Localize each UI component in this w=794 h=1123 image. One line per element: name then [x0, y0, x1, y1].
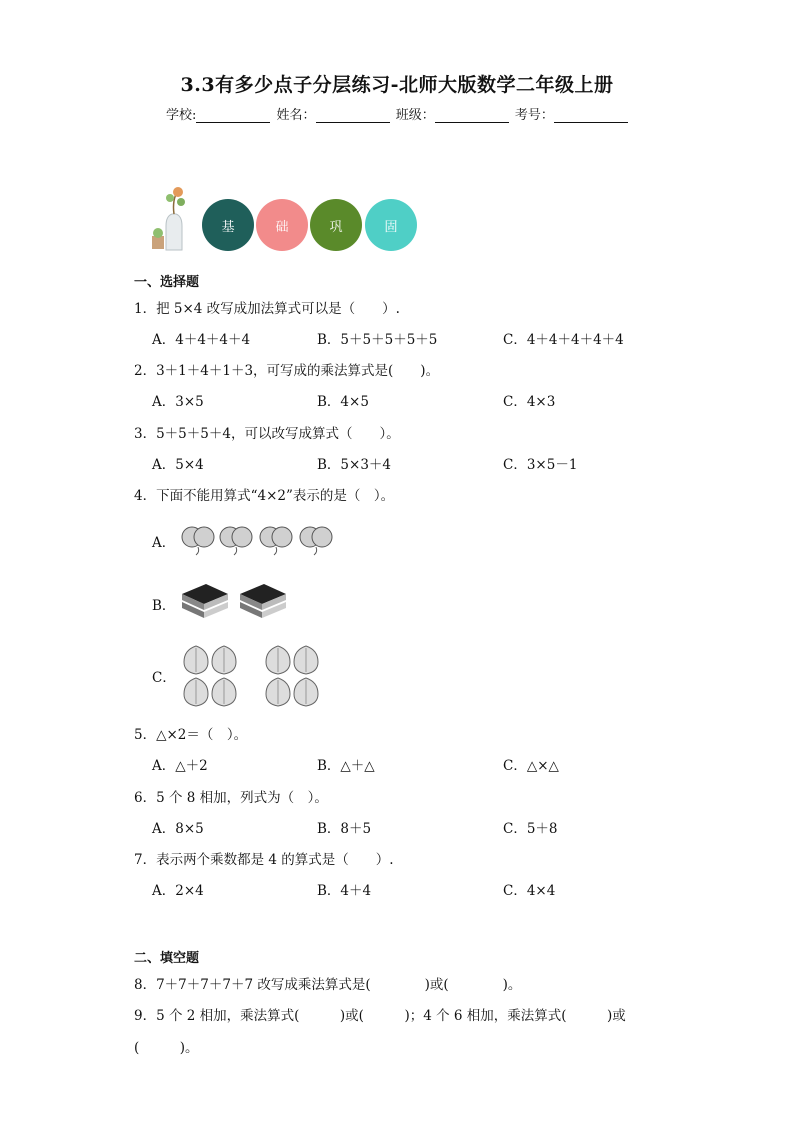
q7-option-a[interactable]: A．2×4	[152, 883, 204, 899]
badge-gong: 巩	[310, 199, 362, 251]
question-7: 7．表示两个乘数都是 4 的算式是（ ）.	[134, 852, 394, 868]
q6-option-c[interactable]: C．5＋8	[503, 821, 558, 837]
question-9: 9．5 个 2 相加，乘法算式( )或( )；4 个 6 相加，乘法算式( )或	[134, 1008, 626, 1024]
q3-option-b[interactable]: B．5×3＋4	[317, 457, 391, 473]
q5-option-c[interactable]: C．△×△	[503, 758, 559, 774]
class-blank	[435, 110, 509, 123]
q3-option-c[interactable]: C．3×5－1	[503, 457, 578, 473]
page-title: 3.3有多少点子分层练习-北师大版数学二年级上册	[180, 74, 614, 96]
q3-option-a[interactable]: A．5×4	[152, 457, 204, 473]
school-label: 学校:	[166, 108, 197, 123]
q4-option-c-label[interactable]: C．	[152, 670, 176, 686]
number-blank	[554, 110, 628, 123]
books-icon	[180, 580, 292, 622]
question-2: 2．3＋1＋4＋1＋3，可写成的乘法算式是( )。	[134, 363, 440, 379]
badge-chu: 础	[256, 199, 308, 251]
question-5: 5．△×2＝（ ）。	[134, 727, 248, 743]
q5-option-b[interactable]: B．△＋△	[317, 758, 375, 774]
q1-option-b[interactable]: B．5＋5＋5＋5＋5	[317, 332, 438, 348]
question-8: 8．7＋7＋7＋7＋7 改写成乘法算式是( )或( )。	[134, 977, 522, 993]
question-4: 4．下面不能用算式“4×2”表示的是（ ）。	[134, 488, 395, 504]
q1-option-a[interactable]: A．4＋4＋4＋4	[152, 332, 251, 348]
class-label: 班级：	[395, 108, 435, 123]
student-info-line	[166, 104, 630, 123]
q6-option-b[interactable]: B．8＋5	[317, 821, 372, 837]
question-3: 3．5＋5＋5＋4，可以改写成算式（ ）。	[134, 426, 400, 442]
vase-plant-icon	[148, 186, 198, 252]
question-1: 1．把 5×4 改写成加法算式可以是（ ）.	[134, 301, 400, 317]
q7-option-b[interactable]: B．4＋4	[317, 883, 372, 899]
q2-option-c[interactable]: C．4×3	[503, 394, 556, 410]
number-label: 考号：	[514, 108, 554, 123]
badge-ji: 基	[202, 199, 254, 251]
peaches-icon	[182, 644, 328, 708]
school-blank	[196, 110, 270, 123]
name-label: 姓名：	[276, 108, 316, 123]
q1-option-c[interactable]: C．4＋4＋4＋4＋4	[503, 332, 624, 348]
q2-option-b[interactable]: B．4×5	[317, 394, 369, 410]
q5-option-a[interactable]: A．△＋2	[152, 758, 208, 774]
question-9-continued: ( )。	[134, 1040, 199, 1056]
question-6: 6．5 个 8 相加，列式为（ ）。	[134, 790, 328, 806]
section-choice-heading: 一、选择题	[134, 275, 200, 290]
q7-option-c[interactable]: C．4×4	[503, 883, 556, 899]
q4-option-a-label[interactable]: A．	[152, 535, 176, 551]
q4-option-b-label[interactable]: B．	[152, 598, 176, 614]
section-fill-heading: 二、填空题	[134, 951, 200, 966]
name-blank	[316, 110, 390, 123]
q6-option-a[interactable]: A．8×5	[152, 821, 204, 837]
q2-option-a[interactable]: A．3×5	[152, 394, 204, 410]
balloons-icon	[180, 522, 336, 556]
badge-gu: 固	[365, 199, 417, 251]
